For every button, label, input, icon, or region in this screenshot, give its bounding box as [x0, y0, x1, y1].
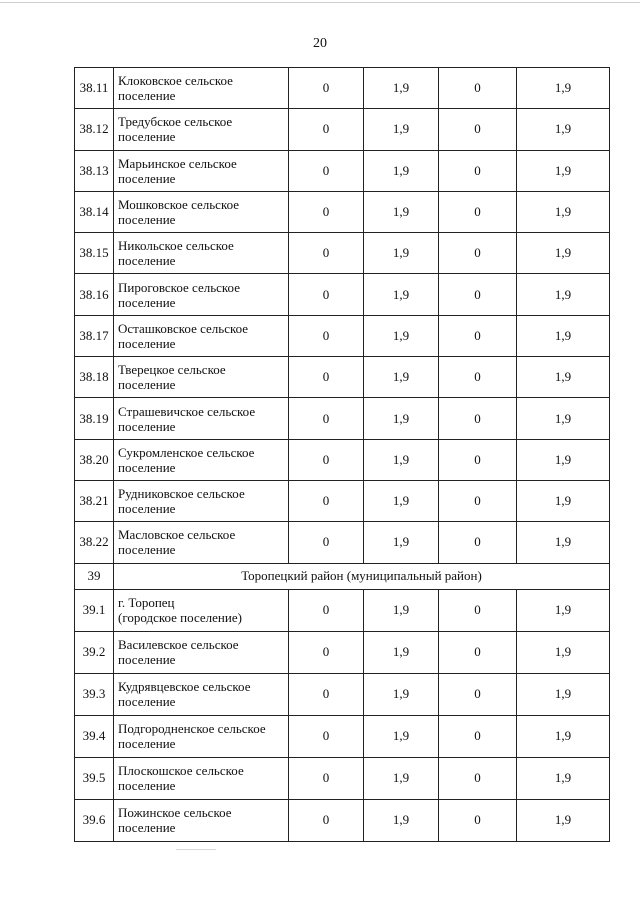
settlement-name-line-1: Никольское сельское — [118, 238, 234, 254]
table-row — [75, 109, 610, 150]
settlement-name-line-2: поселение — [118, 129, 176, 145]
settlement-name-line-1: Рудниковское сельское — [118, 486, 245, 502]
row-number: 38.17 — [75, 315, 114, 356]
value-col-2: 1,9 — [364, 315, 439, 356]
value-col-1: 0 — [289, 589, 364, 631]
section-row — [75, 563, 610, 589]
row-number: 39.1 — [75, 589, 114, 631]
settlement-name-line-1: Пожинское сельское — [118, 805, 232, 821]
value-col-3: 0 — [439, 274, 517, 315]
section-title: Торопецкий район (муниципальный район) — [114, 563, 610, 589]
value-col-2: 1,9 — [364, 68, 439, 109]
settlement-name — [114, 315, 289, 356]
row-number: 38.18 — [75, 357, 114, 398]
value-col-1: 0 — [289, 799, 364, 841]
value-col-4: 1,9 — [517, 315, 610, 356]
table-row — [75, 315, 610, 356]
row-number: 38.14 — [75, 191, 114, 232]
settlement-name — [114, 398, 289, 439]
settlement-name — [114, 191, 289, 232]
value-col-1: 0 — [289, 631, 364, 673]
settlement-name-line-1: Кудрявцевское сельское — [118, 679, 251, 695]
value-col-3: 0 — [439, 150, 517, 191]
top-border-line — [0, 2, 640, 3]
settlement-name — [114, 480, 289, 521]
value-col-1: 0 — [289, 315, 364, 356]
settlement-name — [114, 150, 289, 191]
settlement-name — [114, 439, 289, 480]
value-col-4: 1,9 — [517, 673, 610, 715]
value-col-2: 1,9 — [364, 233, 439, 274]
table-row — [75, 150, 610, 191]
settlement-name-line-1: Марьинское сельское — [118, 155, 237, 171]
settlement-name-line-2: поселение — [118, 335, 176, 351]
data-table — [74, 67, 610, 842]
settlement-name-line-2: поселение — [118, 542, 176, 558]
value-col-2: 1,9 — [364, 522, 439, 563]
value-col-4: 1,9 — [517, 357, 610, 398]
table-row — [75, 439, 610, 480]
table-row — [75, 673, 610, 715]
value-col-1: 0 — [289, 439, 364, 480]
value-col-3: 0 — [439, 398, 517, 439]
page-number: 20 — [313, 36, 327, 51]
value-col-2: 1,9 — [364, 150, 439, 191]
value-col-4: 1,9 — [517, 631, 610, 673]
value-col-1: 0 — [289, 357, 364, 398]
value-col-1: 0 — [289, 715, 364, 757]
value-col-4: 1,9 — [517, 757, 610, 799]
settlement-name-line-2: поселение — [118, 294, 176, 310]
settlement-name-line-1: Клоковское сельское — [118, 73, 233, 89]
section-header-body — [75, 563, 610, 589]
value-col-4: 1,9 — [517, 191, 610, 232]
settlement-name-line-2: поселение — [118, 212, 176, 228]
value-col-1: 0 — [289, 522, 364, 563]
table-row — [75, 715, 610, 757]
table-body-top — [75, 68, 610, 564]
value-col-3: 0 — [439, 589, 517, 631]
value-col-4: 1,9 — [517, 799, 610, 841]
settlement-name — [114, 274, 289, 315]
table-row — [75, 480, 610, 521]
settlement-name-line-2: поселение — [118, 652, 176, 668]
table-row — [75, 522, 610, 563]
table-row — [75, 357, 610, 398]
settlement-name-line-2: (городское поселение) — [118, 610, 242, 626]
value-col-2: 1,9 — [364, 439, 439, 480]
row-number: 39.3 — [75, 673, 114, 715]
settlement-name-line-2: поселение — [118, 253, 176, 269]
value-col-1: 0 — [289, 274, 364, 315]
settlement-name-line-1: Сукромленское сельское — [118, 444, 255, 460]
settlement-name-line-2: поселение — [118, 88, 176, 104]
settlement-name — [114, 715, 289, 757]
value-col-3: 0 — [439, 673, 517, 715]
settlement-name-line-2: поселение — [118, 170, 176, 186]
settlement-name — [114, 109, 289, 150]
scan-mark — [176, 849, 216, 850]
row-number: 38.11 — [75, 68, 114, 109]
value-col-4: 1,9 — [517, 589, 610, 631]
settlement-name — [114, 522, 289, 563]
settlement-name-line-1: Пироговское сельское — [118, 279, 240, 295]
value-col-1: 0 — [289, 398, 364, 439]
settlement-name-line-1: г. Торопец — [118, 595, 175, 611]
table-row — [75, 191, 610, 232]
value-col-1: 0 — [289, 109, 364, 150]
value-col-3: 0 — [439, 109, 517, 150]
settlement-name-line-1: Подгородненское сельское — [118, 721, 266, 737]
settlement-name-line-1: Страшевичское сельское — [118, 403, 256, 419]
value-col-1: 0 — [289, 233, 364, 274]
settlement-name-line-2: поселение — [118, 694, 176, 710]
value-col-3: 0 — [439, 315, 517, 356]
value-col-3: 0 — [439, 799, 517, 841]
table-row — [75, 631, 610, 673]
settlement-name — [114, 68, 289, 109]
value-col-2: 1,9 — [364, 715, 439, 757]
value-col-3: 0 — [439, 757, 517, 799]
value-col-4: 1,9 — [517, 480, 610, 521]
value-col-2: 1,9 — [364, 109, 439, 150]
value-col-4: 1,9 — [517, 150, 610, 191]
settlement-name-line-1: Тверецкое сельское — [118, 362, 226, 378]
row-number: 38.20 — [75, 439, 114, 480]
row-number: 38.22 — [75, 522, 114, 563]
row-number: 39.2 — [75, 631, 114, 673]
row-number: 39.5 — [75, 757, 114, 799]
settlement-name — [114, 589, 289, 631]
value-col-4: 1,9 — [517, 715, 610, 757]
value-col-1: 0 — [289, 673, 364, 715]
value-col-3: 0 — [439, 439, 517, 480]
row-number: 38.13 — [75, 150, 114, 191]
value-col-4: 1,9 — [517, 233, 610, 274]
settlement-name-line-1: Масловское сельское — [118, 527, 236, 543]
value-col-2: 1,9 — [364, 274, 439, 315]
value-col-1: 0 — [289, 480, 364, 521]
value-col-4: 1,9 — [517, 398, 610, 439]
value-col-2: 1,9 — [364, 631, 439, 673]
settlement-name-line-1: Тредубское сельское — [118, 114, 233, 130]
settlement-name-line-2: поселение — [118, 778, 176, 794]
settlement-name-line-2: поселение — [118, 459, 176, 475]
table-row — [75, 68, 610, 109]
value-col-3: 0 — [439, 233, 517, 274]
value-col-1: 0 — [289, 191, 364, 232]
settlement-name-line-2: поселение — [118, 820, 176, 836]
row-number: 39.6 — [75, 799, 114, 841]
value-col-3: 0 — [439, 715, 517, 757]
value-col-3: 0 — [439, 631, 517, 673]
table-row — [75, 274, 610, 315]
row-number: 39.4 — [75, 715, 114, 757]
value-col-2: 1,9 — [364, 480, 439, 521]
settlement-name — [114, 757, 289, 799]
settlement-name-line-1: Мошковское сельское — [118, 197, 240, 213]
value-col-4: 1,9 — [517, 439, 610, 480]
value-col-2: 1,9 — [364, 191, 439, 232]
row-number: 38.15 — [75, 233, 114, 274]
row-number: 38.16 — [75, 274, 114, 315]
value-col-3: 0 — [439, 191, 517, 232]
value-col-4: 1,9 — [517, 68, 610, 109]
settlement-name-line-1: Осташковское сельское — [118, 320, 249, 336]
settlement-name-line-2: поселение — [118, 736, 176, 752]
value-col-2: 1,9 — [364, 589, 439, 631]
value-col-3: 0 — [439, 357, 517, 398]
row-number: 38.12 — [75, 109, 114, 150]
value-col-4: 1,9 — [517, 274, 610, 315]
section-number: 39 — [75, 563, 114, 589]
value-col-2: 1,9 — [364, 673, 439, 715]
row-number: 38.21 — [75, 480, 114, 521]
value-col-3: 0 — [439, 68, 517, 109]
value-col-4: 1,9 — [517, 109, 610, 150]
settlement-name-line-2: поселение — [118, 418, 176, 434]
settlement-name — [114, 673, 289, 715]
value-col-1: 0 — [289, 68, 364, 109]
settlement-name-line-1: Плоскошское сельское — [118, 763, 244, 779]
value-col-3: 0 — [439, 522, 517, 563]
settlement-name — [114, 233, 289, 274]
table-row — [75, 589, 610, 631]
value-col-1: 0 — [289, 150, 364, 191]
settlement-name — [114, 631, 289, 673]
row-number: 38.19 — [75, 398, 114, 439]
settlement-name — [114, 799, 289, 841]
value-col-4: 1,9 — [517, 522, 610, 563]
table-row — [75, 233, 610, 274]
settlement-name-line-1: Василевское сельское — [118, 637, 239, 653]
value-col-2: 1,9 — [364, 799, 439, 841]
value-col-3: 0 — [439, 480, 517, 521]
value-col-2: 1,9 — [364, 357, 439, 398]
settlement-name — [114, 357, 289, 398]
table-row — [75, 398, 610, 439]
table-row — [75, 799, 610, 841]
value-col-2: 1,9 — [364, 398, 439, 439]
settlement-name-line-2: поселение — [118, 501, 176, 517]
table-body-bottom — [75, 589, 610, 841]
value-col-1: 0 — [289, 757, 364, 799]
table-row — [75, 757, 610, 799]
settlement-name-line-2: поселение — [118, 377, 176, 393]
value-col-2: 1,9 — [364, 757, 439, 799]
